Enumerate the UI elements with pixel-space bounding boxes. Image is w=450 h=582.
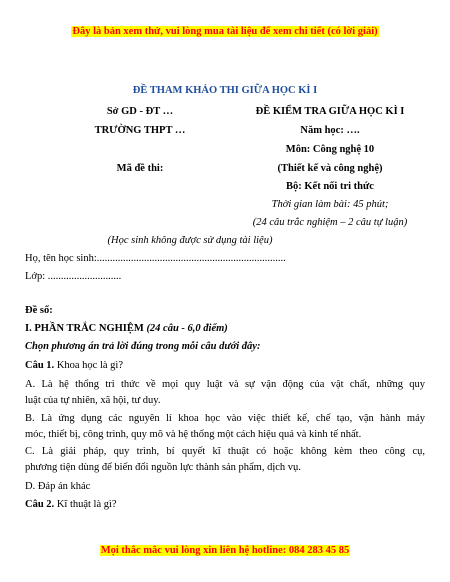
section1-heading bbox=[25, 323, 228, 334]
bottom-banner-text: Mọi thắc mắc vui lòng xin liên hệ hotline: 084 283 45 85 bbox=[100, 545, 350, 556]
top-banner bbox=[0, 26, 450, 37]
q1-option-b bbox=[25, 411, 425, 442]
bottom-banner bbox=[0, 545, 450, 556]
section1-instruction: Chọn phương án trả lời đúng trong mỗi câu dưới đây: bbox=[25, 341, 261, 352]
q1-option-d: D. Đáp án khác bbox=[25, 481, 91, 492]
q1-option-c-line1: C. Là giải pháp, quy trình, bí quyết kĩ thuật có hoặc không kèm theo công cụ, bbox=[25, 446, 425, 457]
subject: Môn: Công nghệ 10 bbox=[285, 144, 375, 155]
question-2-label: Câu 2. bbox=[25, 499, 55, 510]
section1-title: I. PHẦN TRẮC NGHIỆM bbox=[25, 323, 144, 334]
q1-option-b-line1: B. Là ứng dụng các nguyên lí khoa học vào việc thiết kế, chế tạo, vận hành máy bbox=[25, 413, 425, 424]
exam-name: ĐỀ KIỂM TRA GIỮA HỌC KÌ I bbox=[255, 106, 405, 117]
q1-option-b-line2: móc, thiết bị, công trình, quy mô và hệ thống một cách hiệu quả và kinh tế nhất. bbox=[25, 428, 362, 440]
notice: (Học sinh không được sử dụng tài liệu) bbox=[107, 235, 273, 246]
composition: (24 câu trắc nghiệm – 2 câu tự luận) bbox=[252, 217, 408, 228]
q1-option-c-line2: phương tiện dùng để biến đổi nguồn lực thành sản phẩm, dịch vụ. bbox=[25, 461, 301, 473]
dept-label: Sở GD - ĐT … bbox=[106, 106, 174, 117]
school-year: Năm học: …. bbox=[300, 125, 360, 136]
question-2 bbox=[25, 499, 117, 510]
question-1 bbox=[25, 360, 123, 371]
q1-option-a-line1: A. Là hệ thống tri thức về mọi quy luật và sự vận động của vật chất, những quy bbox=[25, 379, 425, 390]
student-class-line: Lớp: ............................ bbox=[25, 271, 122, 282]
doc-title: ĐỀ THAM KHẢO THI GIỮA HỌC KÌ I bbox=[132, 85, 318, 96]
exam-code-label: Mã đề thi: bbox=[116, 163, 164, 174]
q1-option-a-line2: luật của tự nhiên, xã hội, tư duy. bbox=[25, 394, 161, 406]
q1-option-a bbox=[25, 377, 425, 408]
duration: Thời gian làm bài: 45 phút; bbox=[271, 199, 389, 210]
section1-note: (24 câu - 6,0 điểm) bbox=[146, 323, 228, 334]
q1-option-c bbox=[25, 444, 425, 475]
question-2-text: Kĩ thuật là gì? bbox=[56, 499, 117, 510]
exam-number: Đề số: bbox=[25, 305, 53, 316]
book-series: Bộ: Kết nối tri thức bbox=[286, 181, 374, 192]
question-1-text: Khoa học là gì? bbox=[56, 360, 123, 371]
top-banner-text: Đây là bản xem thử, vui lòng mua tài liệu để xem chi tiết (có lời giải) bbox=[72, 26, 378, 37]
question-1-label: Câu 1. bbox=[25, 360, 55, 371]
student-name-line: Họ, tên học sinh:........................................................................ bbox=[25, 253, 286, 264]
school-label: TRƯỜNG THPT … bbox=[94, 125, 186, 136]
subject-subtitle: (Thiết kế và công nghệ) bbox=[277, 163, 383, 174]
